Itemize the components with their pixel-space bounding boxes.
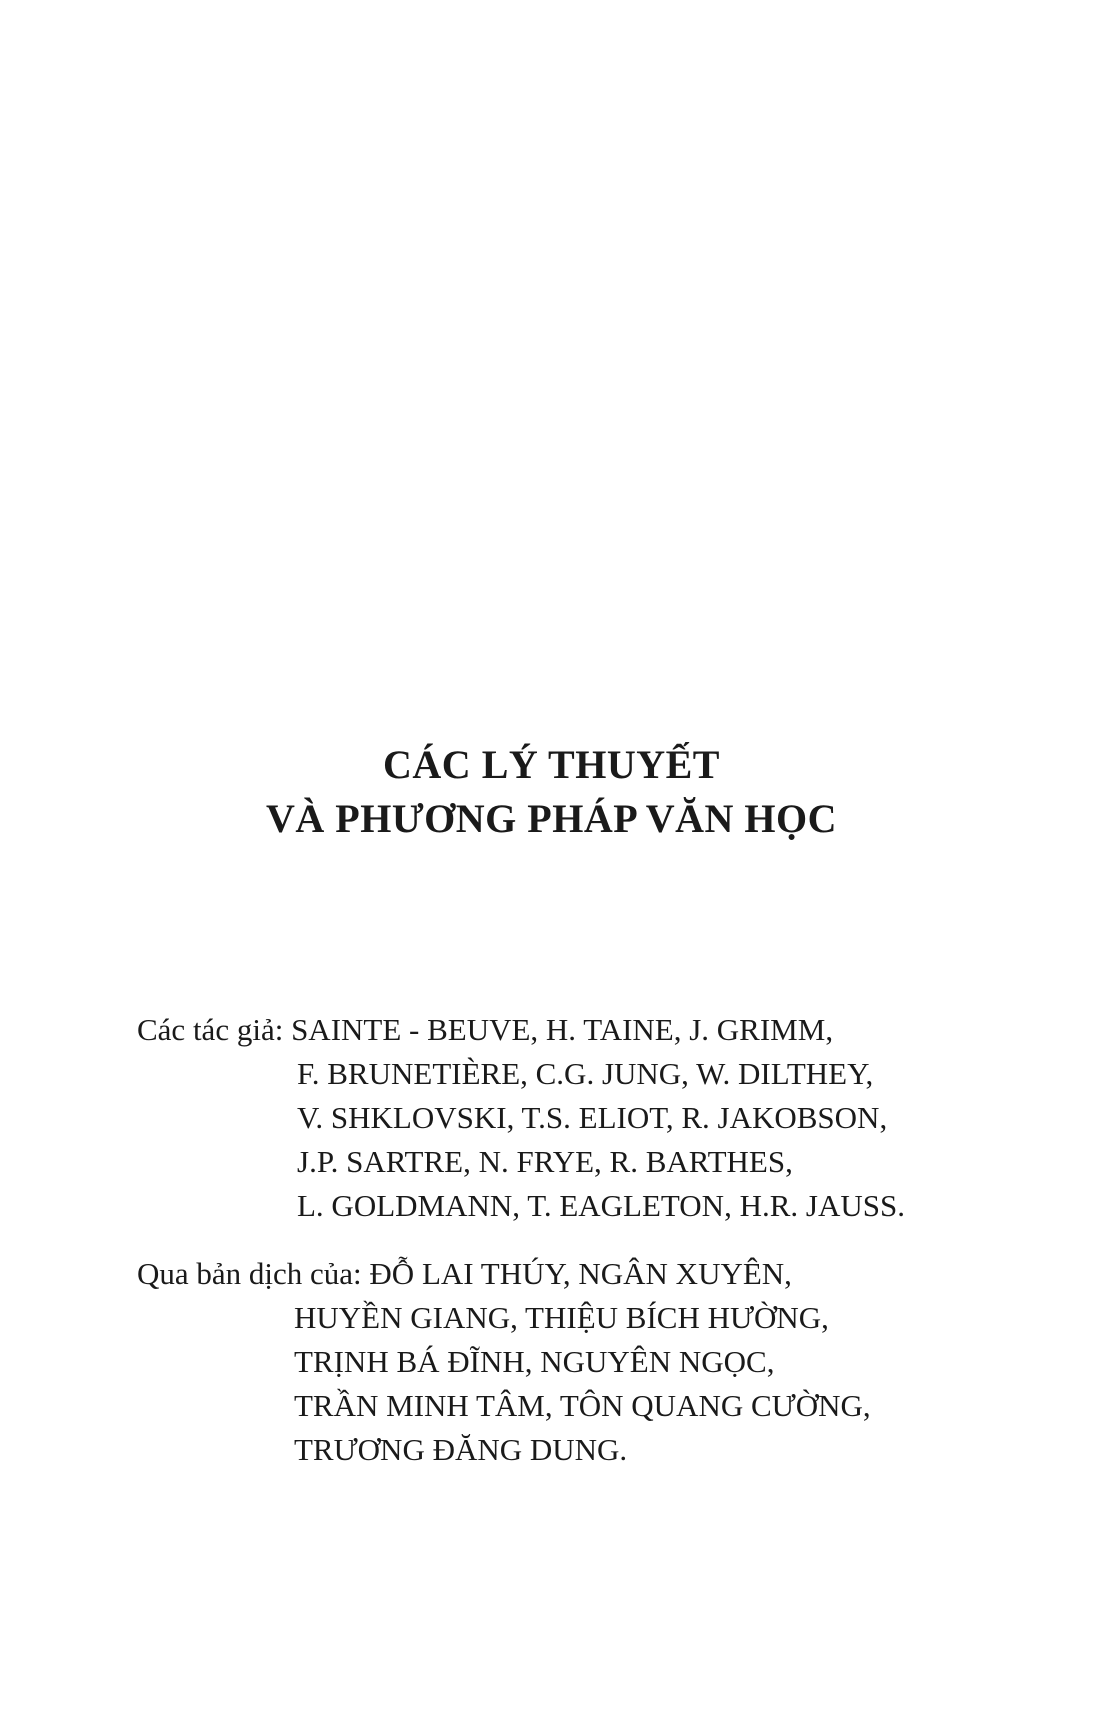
- author-line: F. BRUNETIÈRE, C.G. JUNG, W. DILTHEY,: [297, 1056, 874, 1091]
- translator-line: TRẦN MINH TÂM, TÔN QUANG CƯỜNG,: [294, 1388, 871, 1423]
- translator-line: ĐỖ LAI THÚY, NGÂN XUYÊN,: [369, 1256, 792, 1291]
- book-title: [0, 738, 1103, 846]
- authors-block: [137, 1008, 1037, 1228]
- author-line: L. GOLDMANN, T. EAGLETON, H.R. JAUSS.: [297, 1188, 905, 1223]
- author-line: SAINTE - BEUVE, H. TAINE, J. GRIMM,: [291, 1012, 834, 1047]
- translators-row: [137, 1252, 1037, 1296]
- translators-block: [137, 1252, 1037, 1472]
- authors-row: [137, 1008, 1037, 1052]
- translators-row: [137, 1428, 1037, 1472]
- title-line-2: VÀ PHƯƠNG PHÁP VĂN HỌC: [266, 796, 837, 841]
- translator-line: HUYỀN GIANG, THIỆU BÍCH HƯỜNG,: [294, 1300, 829, 1335]
- title-line-1: CÁC LÝ THUYẾT: [383, 742, 720, 787]
- authors-label: Các tác giả:: [137, 1012, 292, 1047]
- author-line: J.P. SARTRE, N. FRYE, R. BARTHES,: [297, 1144, 793, 1179]
- authors-row: [137, 1184, 1037, 1228]
- authors-row: [137, 1052, 1037, 1096]
- translators-row: [137, 1296, 1037, 1340]
- authors-row: [137, 1140, 1037, 1184]
- translators-row: [137, 1340, 1037, 1384]
- authors-row: [137, 1096, 1037, 1140]
- translators-label: Qua bản dịch của:: [137, 1256, 370, 1291]
- author-line: V. SHKLOVSKI, T.S. ELIOT, R. JAKOBSON,: [297, 1100, 888, 1135]
- translators-row: [137, 1384, 1037, 1428]
- translator-line: TRỊNH BÁ ĐĨNH, NGUYÊN NGỌC,: [294, 1344, 775, 1379]
- translator-line: TRƯƠNG ĐĂNG DUNG.: [294, 1432, 628, 1467]
